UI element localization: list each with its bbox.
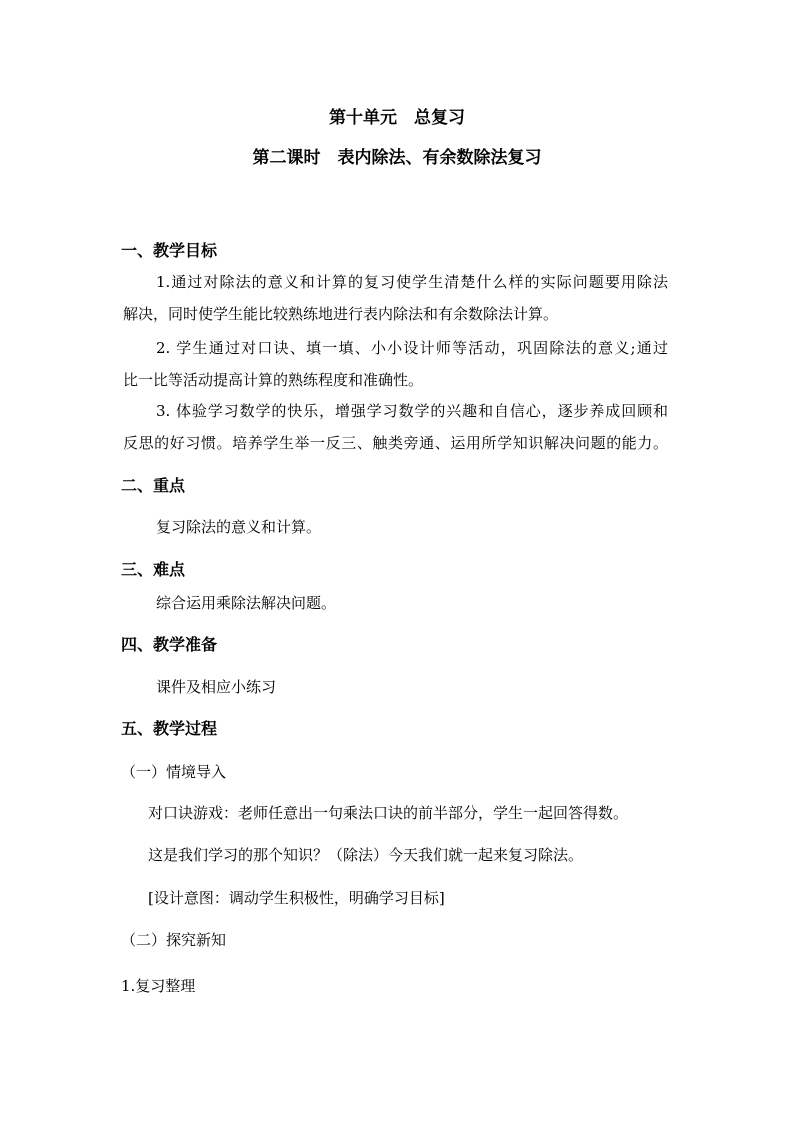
- goals-heading: 一、教学目标: [121, 241, 218, 260]
- process-heading: 五、教学过程: [121, 719, 218, 738]
- preparation-heading: 四、教学准备: [121, 635, 218, 654]
- unit-title: 第十单元 总复习: [329, 108, 465, 128]
- goal-3-line-1: 3. 体验学习数学的快乐，增强学习数学的兴趣和自信心，逐步养成回顾和: [156, 402, 668, 420]
- process-paragraph-1: 对口诀游戏：老师任意出一句乘法口诀的前半部分，学生一起回答得数。: [148, 804, 629, 822]
- difficulties-text: 综合运用乘除法解决问题。: [156, 594, 337, 612]
- process-item-1: 1.复习整理: [121, 977, 196, 995]
- process-subheading-1: （一）情境导入: [121, 763, 227, 781]
- lesson-title: 第二课时 表内除法、有余数除法复习: [252, 148, 542, 168]
- goal-3-line-2: 反思的好习惯。培养学生举一反三、触类旁通、运用所学知识解决问题的能力。: [123, 434, 668, 452]
- goal-2-line-2: 比一比等活动提高计算的熟练程度和准确性。: [123, 371, 424, 389]
- goal-1-line-2: 解决，同时使学生能比较熟练地进行表内除法和有余数除法计算。: [123, 305, 559, 323]
- difficulties-heading: 三、难点: [121, 560, 186, 579]
- goal-2-line-1: 2. 学生通过对口诀、填一填、小小设计师等活动，巩固除法的意义;通过: [156, 339, 668, 357]
- goal-1-line-1: 1.通过对除法的意义和计算的复习使学生清楚什么样的实际问题要用除法: [156, 273, 668, 291]
- key-points-text: 复习除法的意义和计算。: [156, 518, 322, 536]
- preparation-text: 课件及相应小练习: [156, 678, 277, 696]
- process-paragraph-2: 这是我们学习的那个知识？（除法）今天我们就一起来复习除法。: [148, 846, 584, 864]
- key-points-heading: 二、重点: [121, 476, 186, 495]
- process-subheading-2: （二）探究新知: [121, 931, 227, 949]
- process-design-intent: [设计意图：调动学生积极性，明确学习目标]: [148, 889, 445, 907]
